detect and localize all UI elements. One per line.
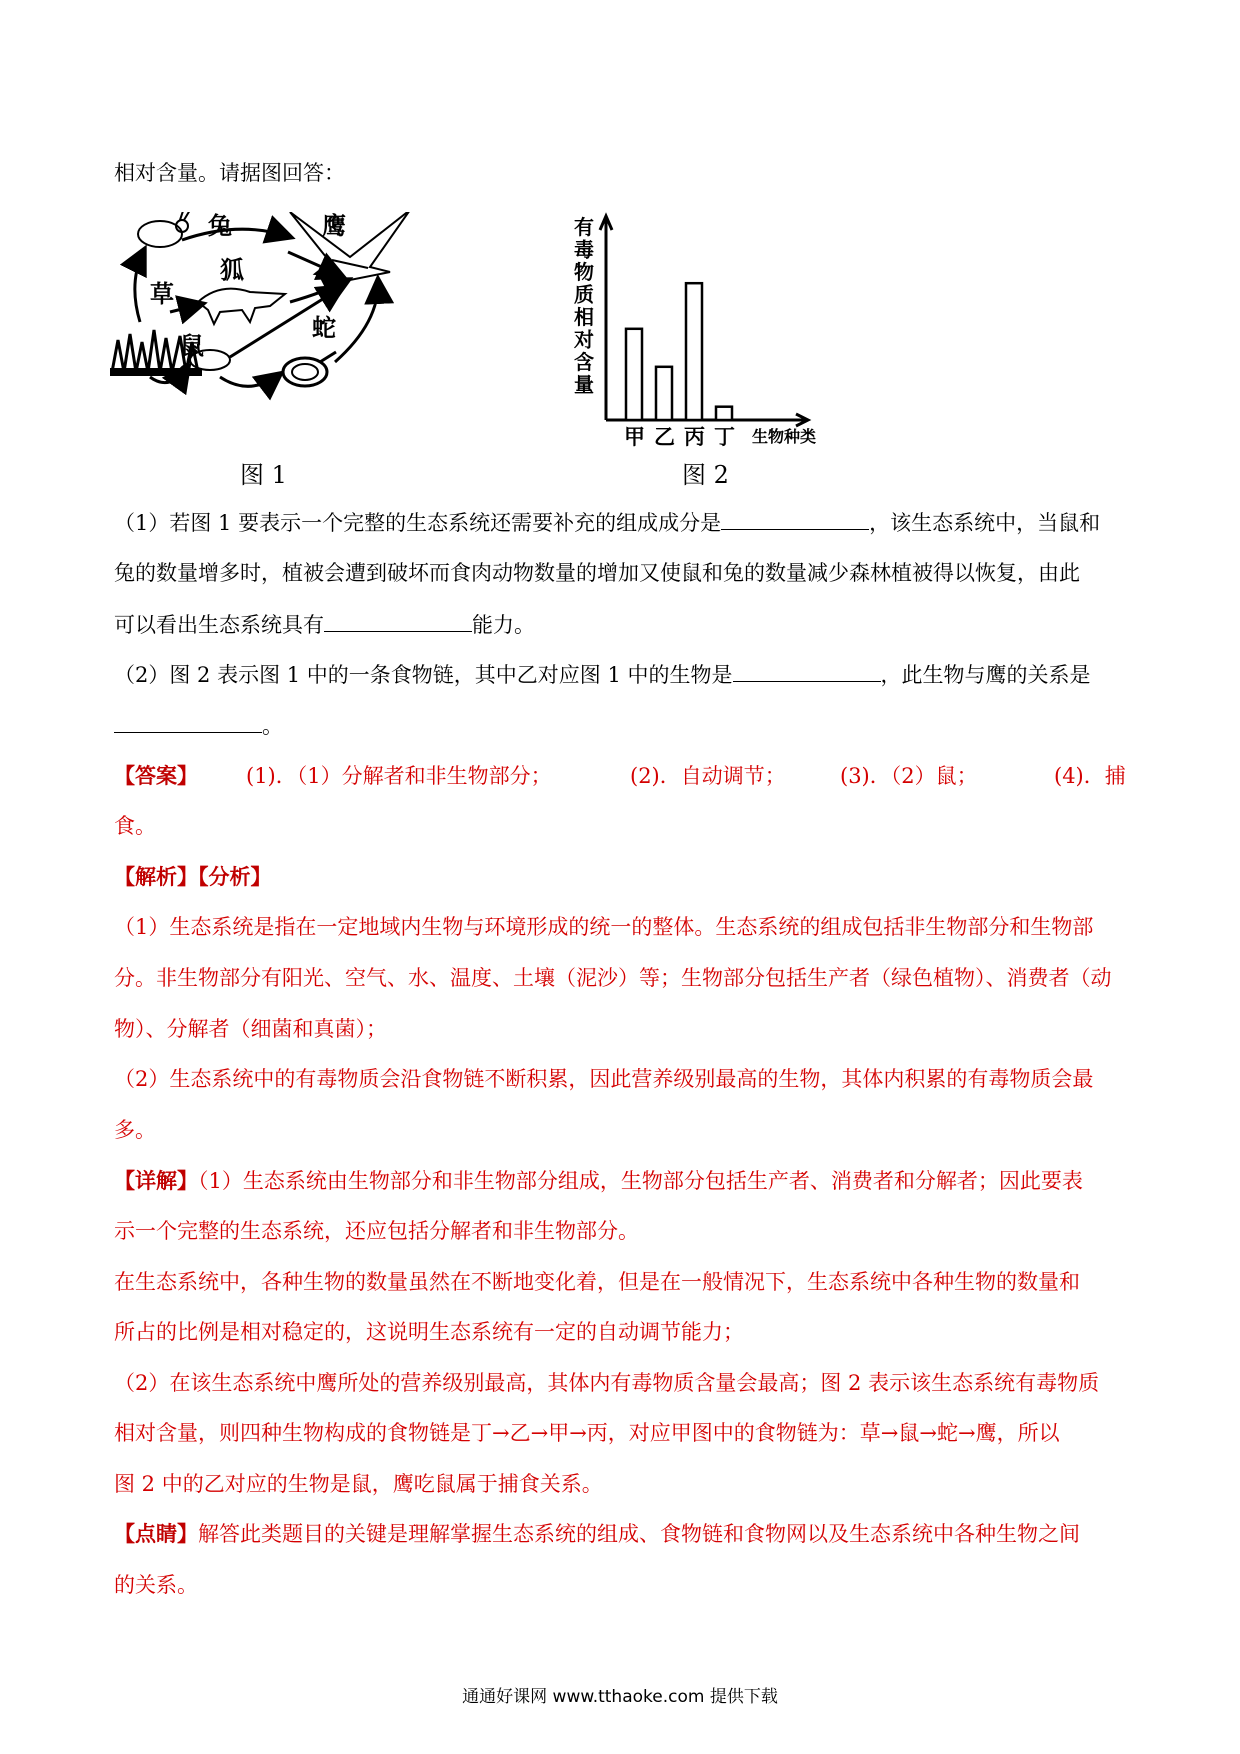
bar-甲 bbox=[626, 329, 642, 420]
answer-blank-3[interactable] bbox=[733, 659, 881, 682]
q1-text-c: 可以看出生态系统具有 bbox=[114, 613, 324, 637]
eagle-drawing bbox=[290, 212, 410, 280]
question-2-line-2 bbox=[114, 710, 1134, 741]
food-web-figure bbox=[110, 212, 470, 462]
detail-line-3: 在生态系统中，各种生物的数量虽然在不断地变化着，但是在一般情况下，生态系统中各种生物的数量和 bbox=[114, 1270, 1080, 1294]
point-line-1 bbox=[114, 1519, 1134, 1549]
point-first: 解答此类题目的关键是理解掌握生态系统的组成、食物链和食物网以及生态系统中各种生物之间 bbox=[198, 1522, 1080, 1546]
figure2-caption: 图 2 bbox=[682, 461, 729, 489]
toxin-bar-chart bbox=[570, 210, 870, 470]
analysis-line-3: 物）、分解者（细菌和真菌）； bbox=[114, 1017, 387, 1041]
answer-item-1: (1)．（1）分解者和非生物部分； bbox=[246, 764, 552, 788]
label-fox: 狐 bbox=[220, 255, 244, 284]
question-1-line-2: 兔的数量增多时，植被会遭到破坏而食肉动物数量的增加又使鼠和兔的数量减少森林植被得以恢复，由此 bbox=[114, 561, 1080, 585]
answer-blank-1[interactable] bbox=[721, 507, 869, 530]
answer-blank-4[interactable] bbox=[114, 710, 262, 733]
detail-line-6: 相对含量，则四种生物构成的食物链是丁→乙→甲→丙，对应甲图中的食物链为：草→鼠→蛇→鹰，所以 bbox=[114, 1421, 1060, 1445]
q1-text-d: 能力。 bbox=[472, 613, 535, 637]
bar-丙 bbox=[686, 283, 702, 420]
answer-tag: 【答案】 bbox=[114, 763, 198, 788]
q1-text-b: ，该生态系统中，当鼠和 bbox=[869, 511, 1101, 535]
q1-text-a: （1）若图 1 要表示一个完整的生态系统还需要补充的组成成分是 bbox=[114, 511, 722, 535]
question-1-line-1 bbox=[114, 507, 1134, 538]
bar-乙 bbox=[656, 367, 672, 420]
detail-line-2: 示一个完整的生态系统，还应包括分解者和非生物部分。 bbox=[114, 1219, 639, 1243]
analysis-tag bbox=[114, 862, 1134, 892]
q2-text-a: （2）图 2 表示图 1 中的一条食物链，其中乙对应图 1 中的生物是 bbox=[114, 663, 733, 687]
intro-line: 相对含量。请据图回答： bbox=[114, 161, 345, 185]
answer-item-2: (2)．自动调节； bbox=[630, 764, 786, 788]
analysis-line-5: 多。 bbox=[114, 1118, 156, 1142]
answer-item-4: (4)．捕 bbox=[1054, 764, 1126, 788]
analysis-line-4: （2）生态系统中的有毒物质会沿食物链不断积累，因此营养级别最高的生物，其体内积累的有毒物质会最 bbox=[114, 1067, 1094, 1091]
label-mouse: 鼠 bbox=[180, 331, 204, 360]
q2-text-b: ，此生物与鹰的关系是 bbox=[880, 663, 1091, 687]
detail-line-5: （2）在该生态系统中鹰所处的营养级别最高，其体内有毒物质含量会最高；图 2 表示该生态系统有毒物质 bbox=[114, 1371, 1100, 1395]
rabbit-drawing bbox=[138, 212, 190, 247]
category-label: 甲 bbox=[624, 424, 645, 449]
y-axis-label: 有毒物质相对含量 bbox=[574, 215, 594, 397]
analysis-line-2: 分。非生物部分有阳光、空气、水、温度、土壤（泥沙）等；生物部分包括生产者（绿色植物）、消费者（动 bbox=[114, 966, 1112, 990]
answer-line bbox=[114, 761, 1134, 791]
detail-first: （1）生态系统由生物部分和非生物部分组成，生物部分包括生产者、消费者和分解者；因此要表 bbox=[198, 1169, 1083, 1193]
answer-blank-2[interactable] bbox=[324, 609, 472, 632]
x-axis-label: 生物种类 bbox=[752, 427, 817, 446]
fox-drawing bbox=[198, 289, 285, 324]
answer-item-3: (3)．（2）鼠； bbox=[840, 764, 978, 788]
label-rabbit: 兔 bbox=[208, 212, 232, 240]
page-footer: 通通好课网 www.tthaoke.com 提供下载 bbox=[462, 1687, 778, 1707]
category-label: 乙 bbox=[654, 424, 675, 449]
label-grass: 草 bbox=[150, 279, 174, 308]
answer-continuation: 食。 bbox=[114, 814, 156, 838]
detail-line-7: 图 2 中的乙对应的生物是鼠，鹰吃鼠属于捕食关系。 bbox=[114, 1472, 603, 1496]
label-snake: 蛇 bbox=[312, 313, 336, 342]
analysis-line-1: （1）生态系统是指在一定地域内生物与环境形成的统一的整体。生态系统的组成包括非生物部分和生物部 bbox=[114, 915, 1094, 939]
bar-丁 bbox=[716, 407, 732, 420]
category-label: 丙 bbox=[684, 424, 705, 449]
detail-tag: 【详解】 bbox=[114, 1168, 198, 1193]
figure1-caption: 图 1 bbox=[240, 461, 287, 489]
point-tag: 【点睛】 bbox=[114, 1521, 198, 1546]
category-label: 丁 bbox=[714, 424, 735, 449]
question-2-line-1 bbox=[114, 659, 1134, 690]
detail-line-4: 所占的比例是相对稳定的，这说明生态系统有一定的自动调节能力； bbox=[114, 1320, 744, 1344]
y-axis bbox=[600, 216, 612, 420]
q2-text-c: 。 bbox=[262, 714, 283, 738]
analysis-tag-text: 【解析】【分析】 bbox=[114, 864, 272, 889]
question-1-line-3 bbox=[114, 609, 1134, 640]
point-line-2: 的关系。 bbox=[114, 1573, 198, 1597]
detail-line-1 bbox=[114, 1166, 1134, 1196]
label-eagle: 鹰 bbox=[322, 212, 346, 240]
snake-drawing bbox=[283, 352, 336, 386]
